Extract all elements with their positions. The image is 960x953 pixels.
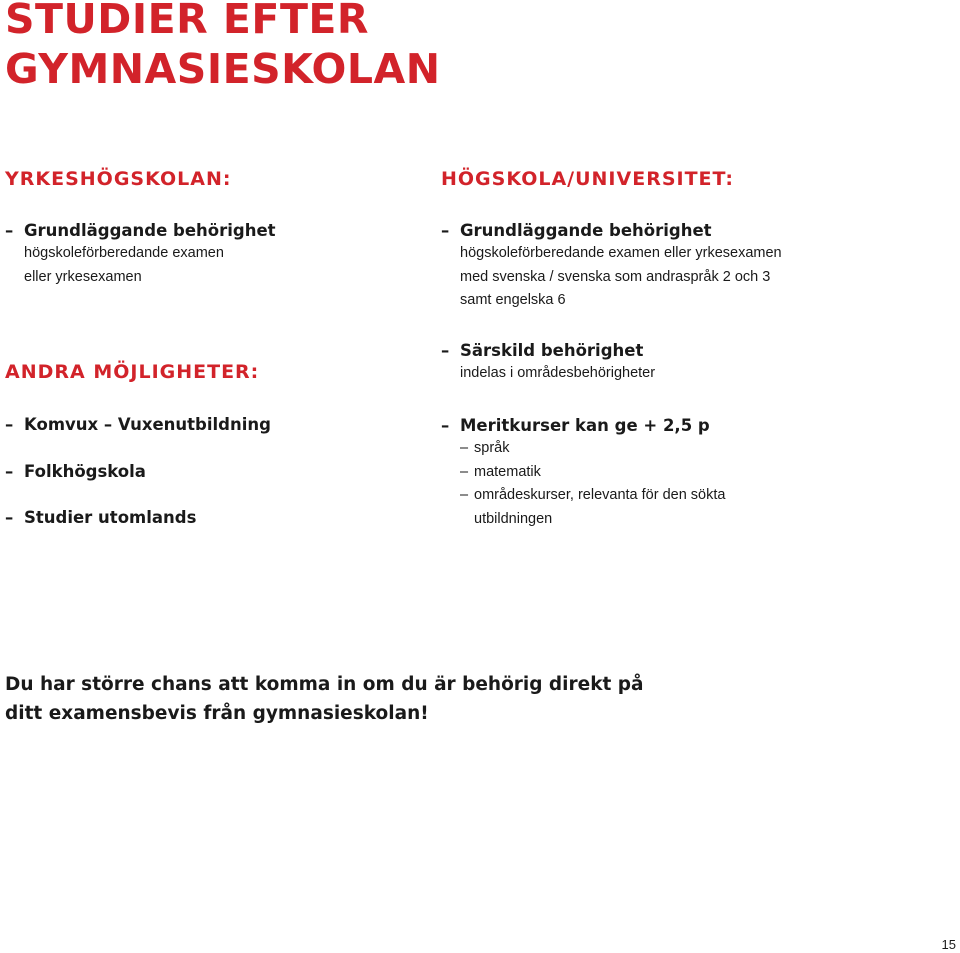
yrkeshogskolan-item-behorighet [5, 219, 276, 289]
item-description-line: med svenska / svenska som andraspråk 2 och 3 [460, 268, 771, 285]
item-description-line: högskoleförberedande examen eller yrkesexamen [460, 245, 782, 261]
hogskola-item-meritkurser [441, 414, 774, 531]
item-label: Meritkurser kan ge + 2,5 p [460, 416, 710, 435]
bottom-note-line-2: ditt examensbevis från gymnasieskolan! [5, 703, 429, 724]
bottom-note [5, 670, 644, 728]
yrkeshogskolan-heading: YRKESHÖGSKOLAN: [5, 168, 232, 190]
sub-bullet-dash: – [460, 463, 469, 480]
page-title [5, 0, 441, 94]
item-label: Särskild behörighet [460, 341, 644, 360]
hogskola-heading: HÖGSKOLA/UNIVERSITET: [441, 168, 735, 190]
item-description-line: indelas i områdesbehörigheter [460, 365, 656, 381]
page-title-line-2: GYMNASIESKOLAN [5, 45, 441, 93]
sublist-item-text: språk [474, 440, 510, 456]
sub-bullet-dash: – [460, 440, 469, 456]
sublist-item [460, 461, 774, 485]
hogskola-item-grundlaggande [441, 219, 782, 313]
item-description-line: högskoleförberedande examen [24, 245, 224, 261]
bullet-dash: – [441, 416, 450, 435]
hogskola-item-sarskild [441, 339, 655, 386]
meritkurser-sublist [460, 437, 774, 531]
item-label: Studier utomlands [24, 508, 197, 527]
item-label: Komvux – Vuxenutbildning [24, 415, 271, 434]
item-label: Grundläggande behörighet [24, 221, 276, 240]
item-label: Folkhögskola [24, 462, 146, 481]
bullet-dash: – [441, 341, 450, 360]
bullet-dash: – [5, 462, 14, 481]
bottom-note-line-1: Du har större chans att komma in om du är behörig direkt på [5, 674, 644, 695]
sublist-item-text: områdeskurser, relevanta för den sökta utbildningen [474, 487, 726, 527]
andra-mojligheter-heading: ANDRA MÖJLIGHETER: [5, 361, 260, 383]
andra-item-folkhogskola [5, 460, 146, 483]
bullet-dash: – [5, 415, 14, 434]
item-description-line: samt engelska 6 [460, 292, 566, 308]
sublist-item [460, 437, 774, 461]
andra-item-komvux [5, 413, 271, 436]
sublist-item [460, 484, 774, 531]
andra-item-utomlands [5, 506, 196, 529]
item-description-line: eller yrkesexamen [24, 268, 142, 285]
bullet-dash: – [5, 221, 14, 240]
sub-bullet-dash: – [460, 487, 469, 503]
page-title-line-1: STUDIER EFTER [5, 0, 369, 43]
item-label: Grundläggande behörighet [460, 221, 712, 240]
page-number: 15 [941, 937, 956, 952]
bullet-dash: – [441, 221, 450, 240]
sublist-item-text: matematik [474, 463, 541, 480]
bullet-dash: – [5, 508, 14, 527]
